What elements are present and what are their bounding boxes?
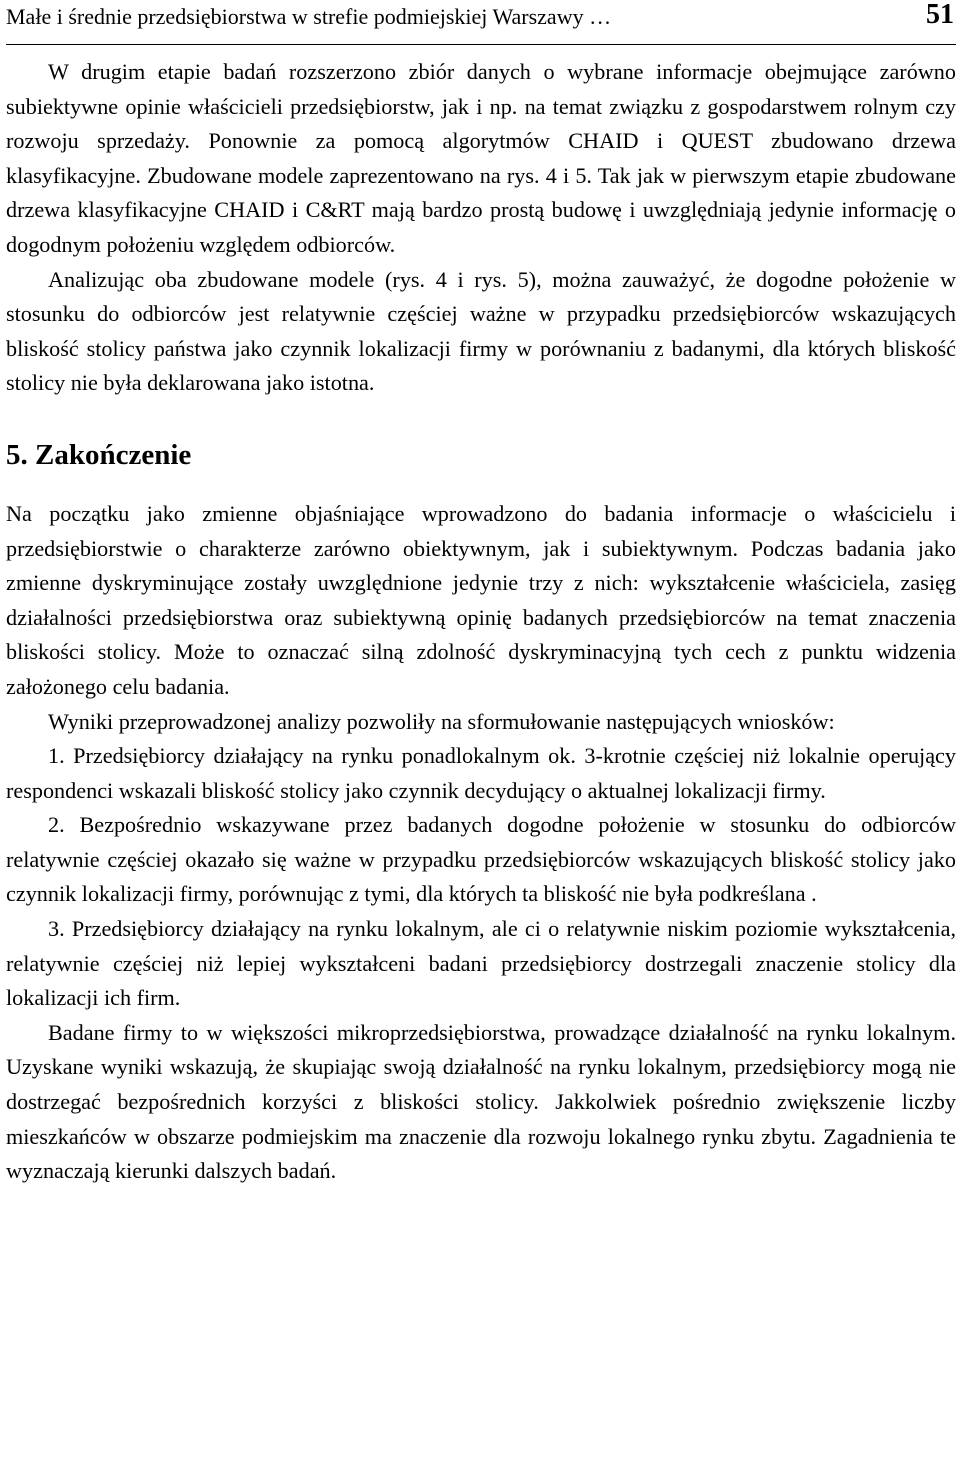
document-page xyxy=(6,0,956,1189)
conclusion-item-1: 1. Przedsiębiorcy działający na rynku ponadlokalnym ok. 3-krotnie częściej niż lokalnie operujący respondenci wskazali bliskość stolicy jako czynnik decydujący o aktualnej lokalizacji firmy. xyxy=(6,743,956,803)
conclusion-item-2: 2. Bezpośrednio wskazywane przez badanych dogodne położenie w stosunku do odbiorców relatywnie częściej okazało się ważne w przypadku przedsiębiorców wskazujących bliskość stolicy jako czynnik lokalizacji firmy, porównując z tymi, dla których ta bliskość nie była podkreślana . xyxy=(6,812,956,907)
page-header xyxy=(6,0,956,45)
conclusion-item-3: 3. Przedsiębiorcy działający na rynku lokalnym, ale ci o relatywnie niskim poziomie wykształcenia, relatywnie częściej niż lepiej wykształceni badani przedsiębiorcy dostrzegali znaczenie stolicy dla lokalizacji ich firm. xyxy=(6,916,956,1011)
running-title: Małe i średnie przedsiębiorstwa w strefie podmiejskiej Warszawy … xyxy=(6,4,612,29)
paragraph: W drugim etapie badań rozszerzono zbiór danych o wybrane informacje obejmujące zarówno subiektywne opinie właścicieli przedsiębiorstw, jak i np. na temat związku z gospodarstwem rolnym czy rozwoju sprzedaży. Ponownie za pomocą algorytmów CHAID i QUEST zbudowano drzewa klasyfikacyjne. Zbudowane modele zaprezentowano na rys. 4 i 5. Tak jak w pierwszym etapie zbudowane drzewa klasyfikacyjne CHAID i C&RT mają bardzo prostą budowę i uwzględniają jedynie informację o dogodnym położeniu względem odbiorców. xyxy=(6,59,956,257)
body-text xyxy=(6,55,956,1189)
paragraph: Badane firmy to w większości mikroprzedsiębiorstwa, prowadzące działalność na rynku lokalnym. Uzyskane wyniki wskazują, że skupiając swoją działalność na rynku lokalnym, przedsiębiorcy mogą nie dostrzegać bezpośrednich korzyści z bliskości stolicy. Jakkolwiek pośrednio zwiększenie liczby mieszkańców w obszarze podmiejskim ma znaczenie dla rozwoju lokalnego rynku zbytu. Zagadnienia te wyznaczają kierunki dalszych badań. xyxy=(6,1019,956,1184)
paragraph: Wyniki przeprowadzonej analizy pozwoliły na sformułowanie następujących wniosków: xyxy=(48,708,835,734)
paragraph: Na początku jako zmienne objaśniające wprowadzono do badania informacje o właścicielu i przedsiębiorstwie o charakterze zarówno obiektywnym, jak i subiektywnym. Podczas badania jako zmienne dyskryminujące zostały uwzględnione jedynie trzy z nich: wykształcenie właściciela, zasięg działalności przedsiębiorstwa oraz subiektywną opinię badanych przedsiębiorców na temat znaczenia bliskości stolicy. Może to oznaczać silną zdolność dyskryminacyjną tych cech z punktu widzenia założonego celu badania. xyxy=(6,500,956,699)
page-number: 51 xyxy=(926,0,954,30)
section-heading: 5. Zakończenie xyxy=(6,438,192,471)
paragraph: Analizując oba zbudowane modele (rys. 4 i rys. 5), można zauważyć, że dogodne położenie w stosunku do odbiorców jest relatywnie częściej ważne w przypadku przedsiębiorców wskazujących bliskość stolicy państwa jako czynnik lokalizacji firmy w porównaniu z badanymi, dla których bliskość stolicy nie była deklarowana jako istotna. xyxy=(6,266,956,396)
